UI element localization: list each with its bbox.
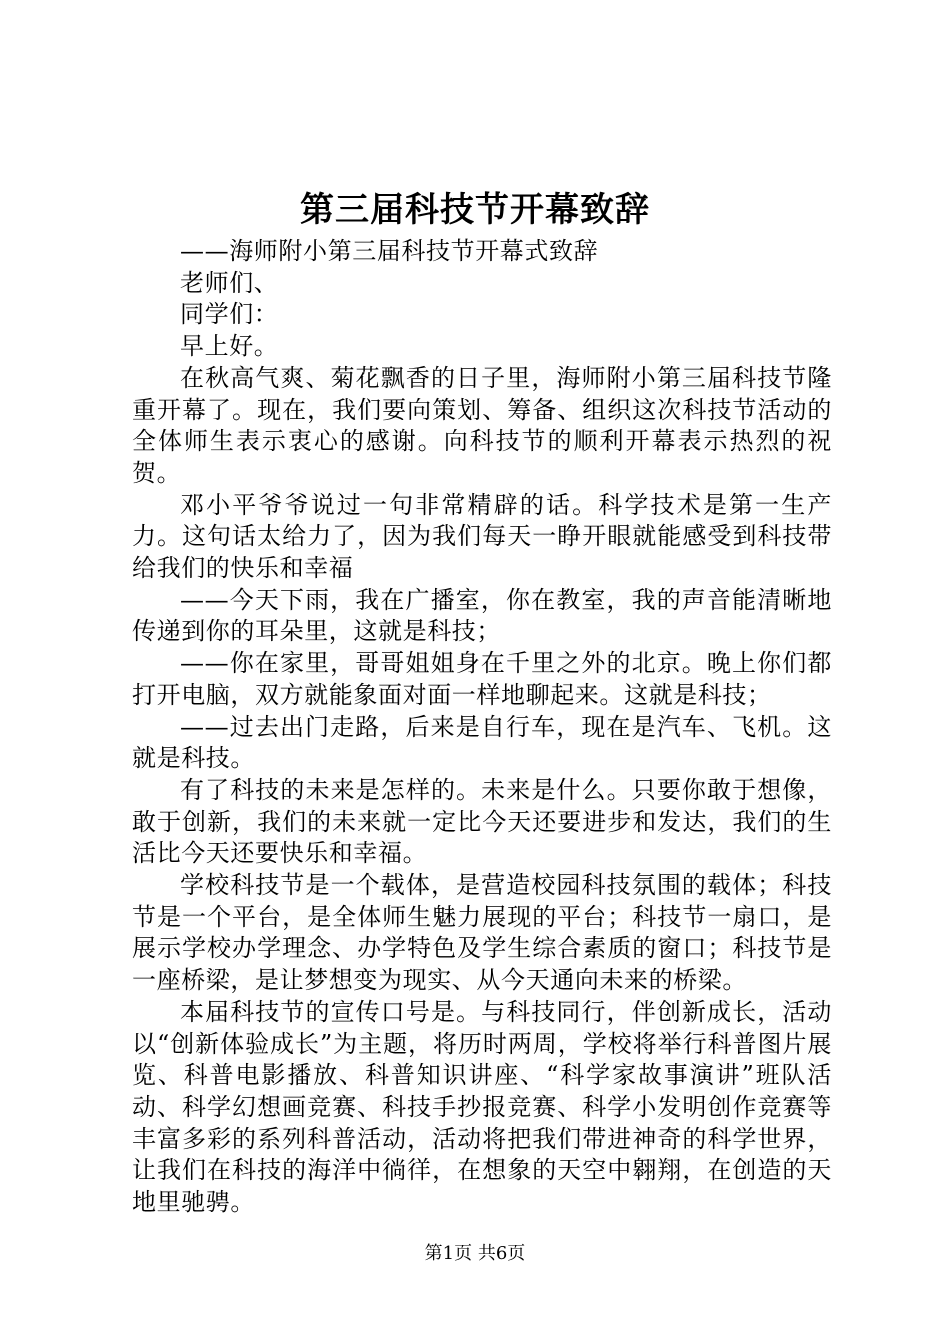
paragraph-example-transport: ——过去出门走路，后来是自行车，现在是汽车、飞机。这就是科技。 — [132, 712, 832, 773]
document-title: 第三届科技节开幕致辞 — [300, 190, 650, 230]
page-footer: 第1页 共6页 — [424, 1243, 526, 1264]
salutation-students: 同学们： — [180, 300, 279, 329]
paragraph-example-broadcast: ——今天下雨，我在广播室，你在教室，我的声音能清晰地传递到你的耳朵里，这就是科技； — [132, 585, 832, 646]
paragraph-festival-role: 学校科技节是一个载体，是营造校园科技氛围的载体；科技节是一个平台，是全体师生魅力展现的平台；科技节一扇口，是展示学校办学理念、办学特色及学生综合素质的窗口；科技节是一座桥梁，是让梦想变为现实、从今天通向未来的桥梁。 — [132, 871, 832, 995]
paragraph-future: 有了科技的未来是怎样的。未来是什么。只要你敢于想像，敢于创新，我们的未来就一定比今天还要进步和发达，我们的生活比今天还要快乐和幸福。 — [132, 775, 832, 868]
salutation-teachers: 老师们、 — [180, 268, 279, 297]
paragraph-deng-quote: 邓小平爷爷说过一句非常精辟的话。科学技术是第一生产力。这句话太给力了，因为我们每天一睁开眼就能感受到科技带给我们的快乐和幸福 — [132, 490, 832, 583]
greeting: 早上好。 — [180, 332, 279, 361]
document-body — [132, 236, 832, 1219]
paragraph-slogan-activities: 本届科技节的宣传口号是。与科技同行，伴创新成长，活动以“创新体验成长”为主题，将历时两周，学校将举行科普图片展览、科普电影播放、科普知识讲座、“科学家故事演讲”班队活动、科学幻想画竞赛、科技手抄报竞赛、科学小发明创作竞赛等丰富多彩的系列科普活动，活动将把我们带进神奇的科学世界，让我们在科技的海洋中徜徉，在想象的天空中翱翔，在创造的天地里驰骋。 — [132, 997, 832, 1217]
paragraph-example-computer: ——你在家里，哥哥姐姐身在千里之外的北京。晚上你们都打开电脑，双方就能象面对面一样地聊起来。这就是科技； — [132, 649, 832, 709]
paragraph-opening: 在秋高气爽、菊花飘香的日子里，海师附小第三届科技节隆重开幕了。现在，我们要向策划、筹备、组织这次科技节活动的全体师生表示衷心的感谢。向科技节的顺利开幕表示热烈的祝贺。 — [132, 363, 832, 487]
subtitle-paragraph: ——海师附小第三届科技节开幕式致辞 — [180, 237, 599, 265]
